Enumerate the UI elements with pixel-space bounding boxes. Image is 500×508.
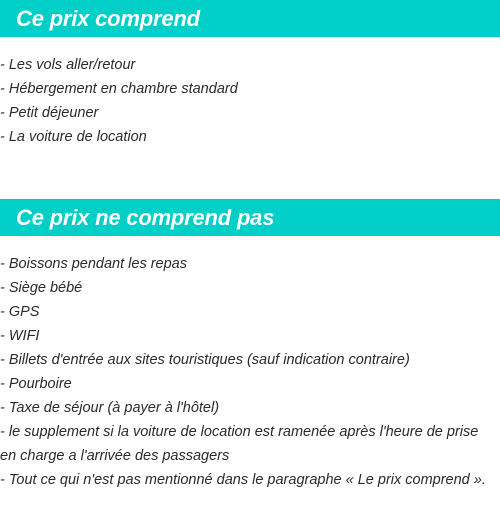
- included-items-list: [0, 53, 500, 149]
- list-item: - le supplement si la voiture de location est ramenée après l'heure de prise en charge a l'arrivée des passagers: [0, 424, 479, 464]
- list-item: - Les vols aller/retour: [0, 57, 136, 73]
- excluded-section-title: Ce prix ne comprend pas: [16, 204, 275, 230]
- list-item: - Petit déjeuner: [0, 105, 99, 121]
- list-item: - La voiture de location: [0, 129, 147, 145]
- list-item: - Boissons pendant les repas: [0, 256, 187, 272]
- list-item: - Hébergement en chambre standard: [0, 81, 238, 97]
- included-section-header: [0, 0, 500, 37]
- list-item: - Taxe de séjour (à payer à l'hôtel): [0, 400, 220, 416]
- list-item: - Tout ce qui n'est pas mentionné dans le paragraphe « Le prix comprend ».: [0, 472, 486, 488]
- included-section-title: Ce prix comprend: [16, 5, 200, 31]
- list-item: - Pourboire: [0, 376, 72, 392]
- list-item: - GPS: [0, 304, 40, 320]
- list-item: - Billets d'entrée aux sites touristiques (sauf indication contraire): [0, 352, 410, 368]
- list-item: - WIFI: [0, 328, 40, 344]
- list-item: - Siège bébé: [0, 280, 83, 296]
- excluded-items-list: [0, 252, 500, 492]
- excluded-section-header: [0, 199, 500, 236]
